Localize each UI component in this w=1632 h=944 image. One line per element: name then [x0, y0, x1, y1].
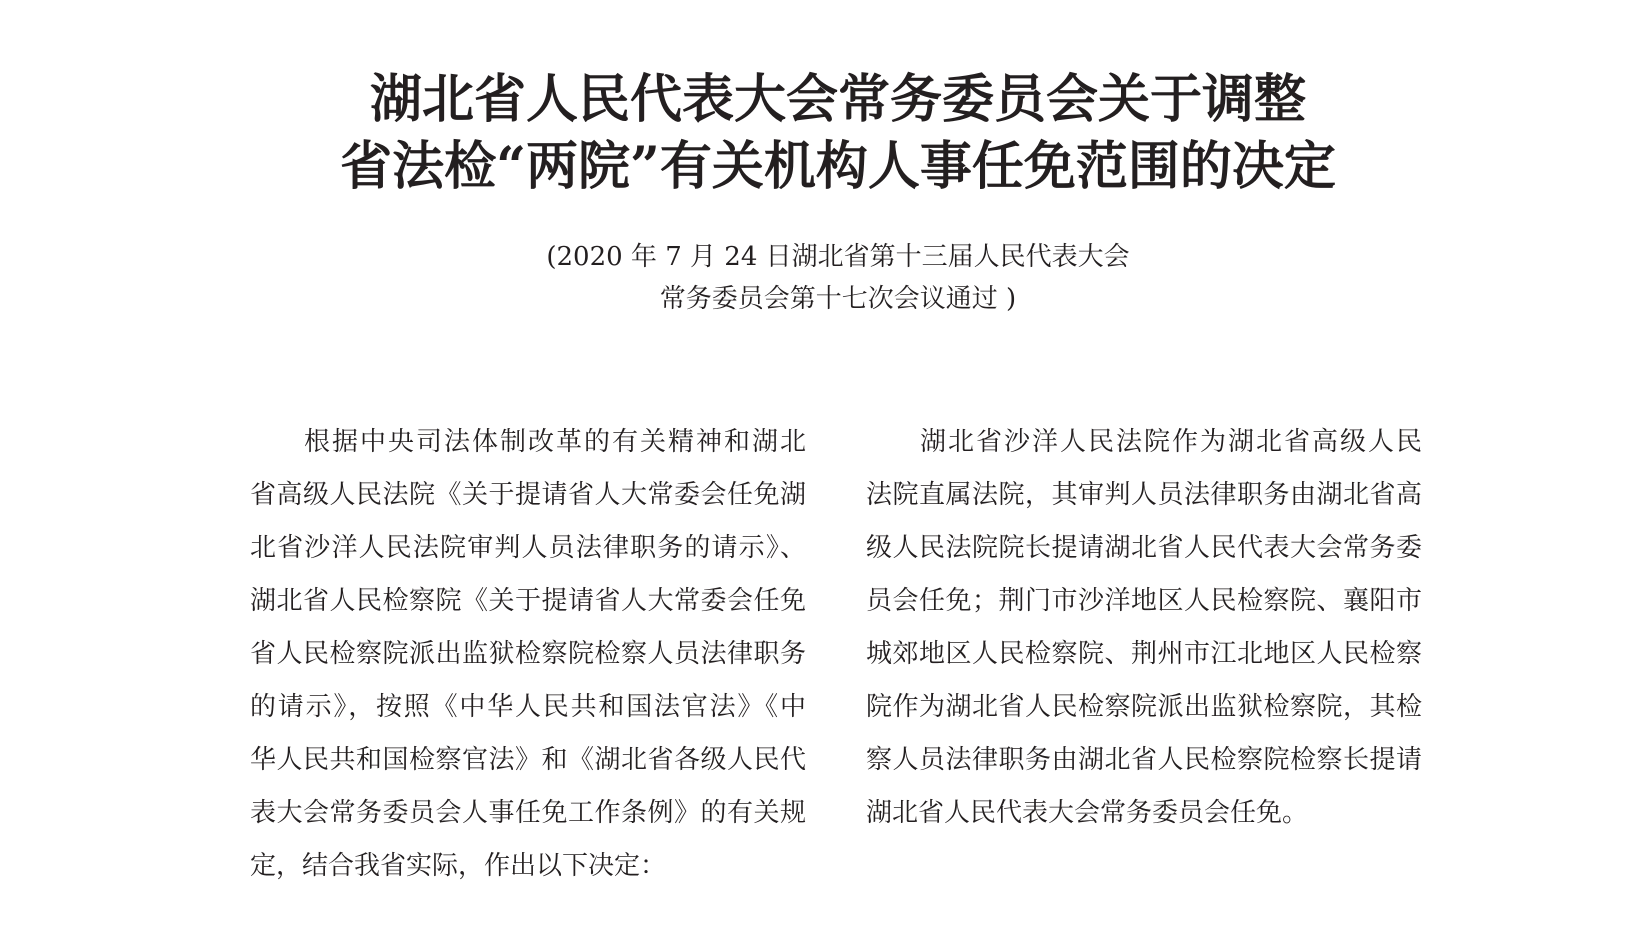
paragraph-line: 湖北省人民代表大会常务委员会任免。 — [866, 798, 1309, 828]
paragraph-line: 院作为湖北省人民检察院派出监狱检察院，其检 — [866, 692, 1422, 722]
paragraph-line: 的请示》，按照《中华人民共和国法官法》《中 — [250, 692, 806, 722]
paragraph-line: 员会任免；荆门市沙洋地区人民检察院、襄阳市 — [866, 586, 1422, 616]
document-title — [44, 66, 1632, 200]
paragraph-line: 法院直属法院，其审判人员法律职务由湖北省高 — [866, 480, 1422, 510]
paragraph-line: 定，结合我省实际，作出以下决定： — [250, 851, 667, 881]
paragraph-line: 湖北省沙洋人民法院作为湖北省高级人民 — [920, 427, 1422, 457]
title-line: 省法检“两院”有关机构人事任免范围的决定 — [340, 136, 1336, 197]
subtitle-line: (2020 年 7 月 24 日湖北省第十三届人民代表大会 — [546, 242, 1130, 272]
paragraph-line: 北省沙洋人民法院审判人员法律职务的请示》、 — [250, 533, 806, 563]
paragraph-line: 察人员法律职务由湖北省人民检察院检察长提请 — [866, 745, 1422, 775]
right-column-paragraph — [866, 416, 1422, 840]
paragraph-line: 根据中央司法体制改革的有关精神和湖北 — [304, 427, 806, 457]
paragraph-line: 城郊地区人民检察院、荆州市江北地区人民检察 — [866, 639, 1422, 669]
paragraph-line: 省人民检察院派出监狱检察院检察人员法律职务 — [250, 639, 806, 669]
subtitle-line: 常务委员会第十七次会议通过 ) — [659, 284, 1017, 314]
paragraph-line: 华人民共和国检察官法》和《湖北省各级人民代 — [250, 745, 806, 775]
title-line: 湖北省人民代表大会常务委员会关于调整 — [369, 69, 1306, 130]
left-column-paragraph — [250, 416, 806, 893]
paragraph-line: 省高级人民法院《关于提请省人大常委会任免湖 — [250, 480, 806, 510]
paragraph-line: 级人民法院院长提请湖北省人民代表大会常务委 — [866, 533, 1422, 563]
document-subtitle — [44, 236, 1632, 320]
paragraph-line: 湖北省人民检察院《关于提请省人大常委会任免 — [250, 586, 806, 616]
paragraph-line: 表大会常务委员会人事任免工作条例》的有关规 — [250, 798, 806, 828]
